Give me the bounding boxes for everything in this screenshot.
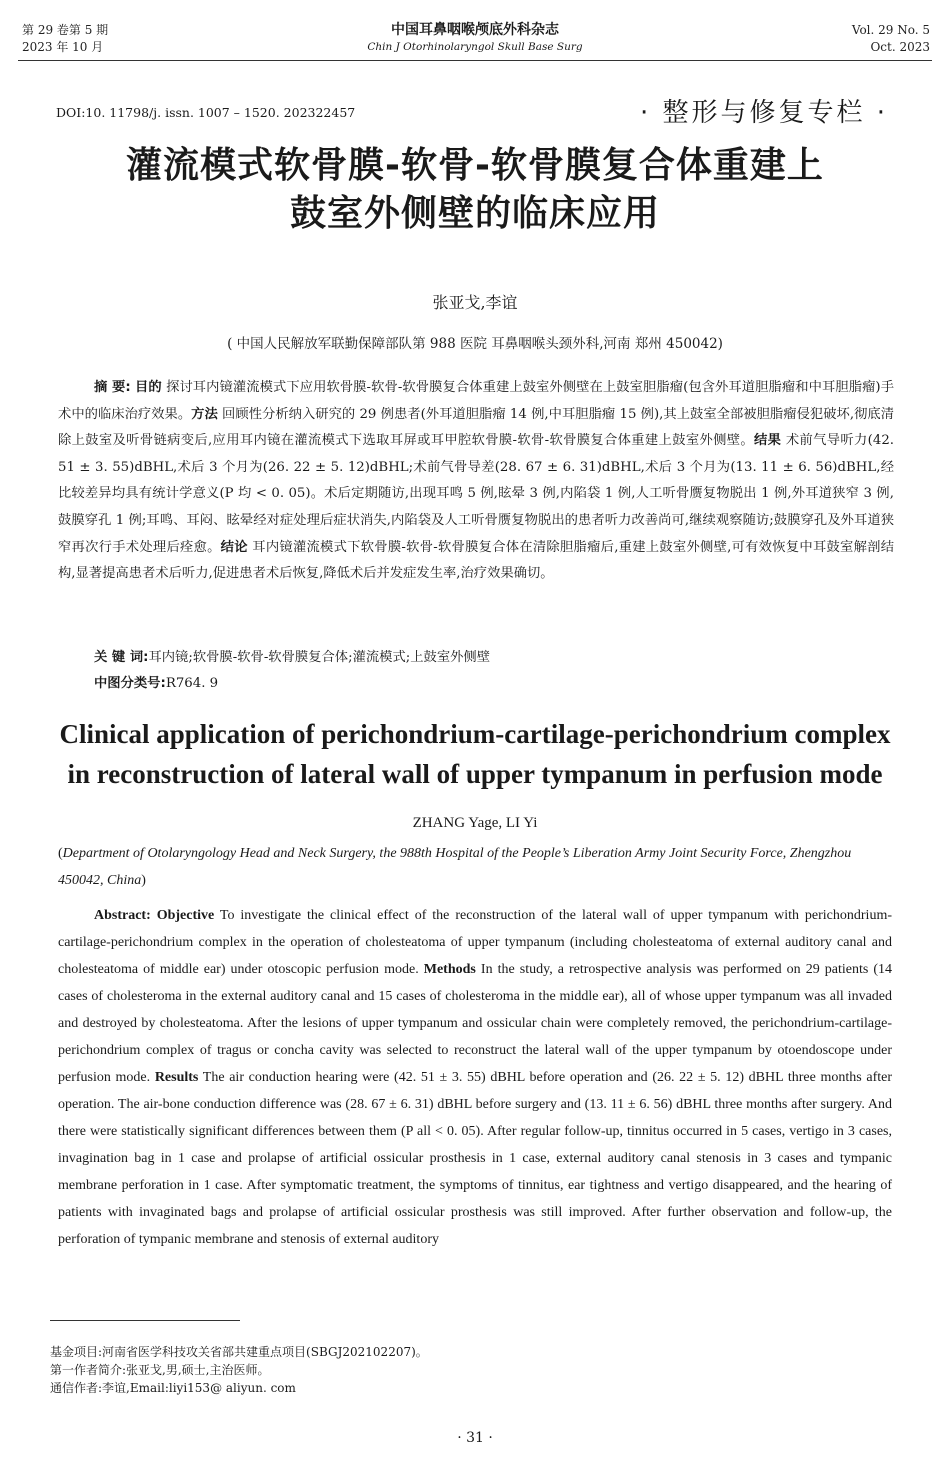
volume-issue-cn: 第 29 卷第 5 期: [22, 23, 109, 37]
objective-cn-label: 目的: [135, 380, 162, 395]
header-rule: [18, 60, 932, 61]
header-right: [852, 22, 930, 56]
footnote-rule: [50, 1320, 240, 1321]
methods-en-text: In the study, a retrospective analysis was performed on 29 patients (14 cases of cholesteroma in the external auditory canal and 15 cases of cholesteroma in the middle ear), all of whose upper tympanum was all invaded and destroyed by cholesteatoma. After the lesions of upper tympanum and ossicular chain were completely removed, the perichondrium-cartilage-perichondrium complex of tragus or concha cavity was selected to reconstruct the lateral wall of the upper tympanum by otoendoscope under perfusion mode.: [58, 962, 893, 1085]
article-title-en-line1: Clinical application of perichondrium-cartilage-perichondrium complex: [59, 719, 891, 749]
doi: DOI:10. 11798/j. issn. 1007 – 1520. 202322457: [56, 105, 356, 120]
article-title-cn: [0, 142, 950, 238]
classification-cn: [94, 674, 894, 694]
footnote-corresponding: 通信作者:李谊,Email:liyi153@ aliyun. com: [50, 1381, 296, 1395]
abstract-en-label: Abstract:: [94, 908, 151, 923]
affiliation-en-close: ): [141, 873, 146, 888]
article-title-cn-line2: 鼓室外侧壁的临床应用: [289, 193, 660, 234]
article-title-en: [0, 714, 950, 794]
affiliation-en-open: (: [58, 846, 63, 861]
methods-en-label: Methods: [423, 962, 476, 977]
keywords-cn: [94, 648, 894, 668]
classification-cn-label: 中图分类号:: [94, 676, 166, 691]
footnote-fund: 基金项目:河南省医学科技攻关省部共建重点项目(SBGJ202102207)。: [50, 1345, 428, 1359]
article-title-en-line2: in reconstruction of lateral wall of upper tympanum in perfusion mode: [67, 759, 883, 789]
affiliation-cn: ( 中国人民解放军联勤保障部队第 988 医院 耳鼻咽喉头颈外科,河南 郑州 450042): [227, 336, 723, 352]
results-cn-text: 术前气导听力(42. 51 ± 3. 55)dBHL,术后 3 个月为(26. 22 ± 5. 12)dBHL;术前气骨导差(28. 67 ± 6. 31)dBHL,术后 3 个月为(13. 11 ± 6. 56)dBHL,经比较差异均具有统计学意义(P 均 < 0. 05)。术后定期随访,出现耳鸣 5 例,眩晕 3 例,内陷袋 1 例,人工听骨赝复物脱出 1 例,外耳道狭窄 3 例,鼓膜穿孔 1 例;耳鸣、耳闷、眩晕经对症处理后症状消失,内陷袋及人工听骨赝复物脱出的患者听力改善尚可,继续观察随访;鼓膜穿孔及外耳道狭窄再次行手术处理后痊愈。: [58, 433, 895, 555]
conclusion-cn-label: 结论: [220, 539, 248, 555]
conclusion-cn-text: 耳内镜灌流模式下软骨膜-软骨-软骨膜复合体在清除胆脂瘤后,重建上鼓室外侧壁,可有效恢复中耳鼓室解剖结构,显著提高患者术后听力,促进患者术后恢复,降低术后并发症发生率,治疗效果确切。: [58, 539, 895, 582]
authors-cn: 张亚戈,李谊: [432, 293, 518, 312]
keywords-cn-label: 关 键 词:: [94, 650, 149, 665]
results-en-label: Results: [154, 1070, 199, 1085]
page-number: · 31 ·: [457, 1430, 493, 1446]
results-cn-label: 结果: [754, 433, 782, 449]
date-en: Oct. 2023: [870, 40, 930, 54]
footnote-first-author: 第一作者简介:张亚戈,男,硕士,主治医师。: [50, 1363, 270, 1377]
journal-title-cn: 中国耳鼻咽喉颅底外科杂志: [391, 22, 559, 38]
objective-en-label: Objective: [156, 908, 215, 923]
volume-issue-en: Vol. 29 No. 5: [851, 23, 930, 37]
methods-cn-label: 方法: [191, 406, 218, 422]
date-cn: 2023 年 10 月: [22, 40, 104, 54]
objective-en-text: To investigate the clinical effect of the reconstruction of the lateral wall of upper tympanum with perichondrium-cartilage-perichondrium complex in the operation of cholesteatoma of upper tympanum (including cholesteatoma of external auditory canal and cholesteatoma of middle ear) under otoscopic perfusion mode.: [58, 908, 892, 977]
objective-cn-text: 探讨耳内镜灌流模式下应用软骨膜-软骨-软骨膜复合体重建上鼓室外侧壁在上鼓室胆脂瘤(包含外耳道胆脂瘤和中耳胆脂瘤)手术中的临床治疗效果。: [58, 380, 894, 422]
abstract-cn-label: 摘 要:: [94, 380, 131, 395]
authors-en: ZHANG Yage, LI Yi: [412, 815, 538, 831]
affiliation-en-text: Department of Otolaryngology Head and Neck Surgery, the 988th Hospital of the People’s Liberation Army Joint Security Force, Zhengzhou 450042, China: [58, 846, 852, 888]
methods-cn-text: 回顾性分析纳入研究的 29 例患者(外耳道胆脂瘤 14 例,中耳胆脂瘤 15 例),其上鼓室全部被胆脂瘤侵犯破坏,彻底清除上鼓室及听骨链病变后,应用耳内镜在灌流模式下选取耳屏或耳甲腔软骨膜-软骨-软骨膜复合体重建上鼓室外侧壁。: [58, 406, 895, 449]
journal-title-en: Chin J Otorhinolaryngol Skull Base Surg: [367, 41, 583, 53]
results-en-text: The air conduction hearing were (42. 51 ± 3. 55) dBHL before operation and (26. 22 ± 5. 12) dBHL three months after operation. The air-bone conduction difference was (28. 67 ± 6. 31) dBHL before surgery and (13. 11 ± 6. 56) dBHL three months after surgery. And there were statistically significant differences between them (P all < 0. 05). After regular follow-up, tinnitus occurred in 5 cases, vertigo in 3 cases, invagination bag in 1 case and prolapse of artificial ossicular prosthesis in 1 case, external auditory canal stenosis in 3 cases and tympanic membrane perforation in 1 case. After symptomatic treatment, the symptoms of tinnitus, ear tightness and vertigo disappeared, and the hearing of patients with invaginated bags and prolapse of artificial ossicular prosthesis was still improved. After further observation and follow-up, the perforation of tympanic membrane and stenosis of external auditory: [58, 1070, 892, 1247]
classification-cn-text: R764. 9: [165, 676, 219, 691]
abstract-en: [58, 902, 892, 1253]
keywords-cn-text: 耳内镜;软骨膜-软骨-软骨膜复合体;灌流模式;上鼓室外侧壁: [148, 650, 491, 665]
column-tag: · 整形与修复专栏 ·: [639, 98, 888, 128]
footnotes: [50, 1343, 890, 1397]
affiliation-en: [58, 840, 894, 894]
header-center: [0, 20, 950, 55]
article-title-cn-line1: 灌流模式软骨膜-软骨-软骨膜复合体重建上: [126, 145, 824, 186]
abstract-cn: [58, 375, 894, 588]
